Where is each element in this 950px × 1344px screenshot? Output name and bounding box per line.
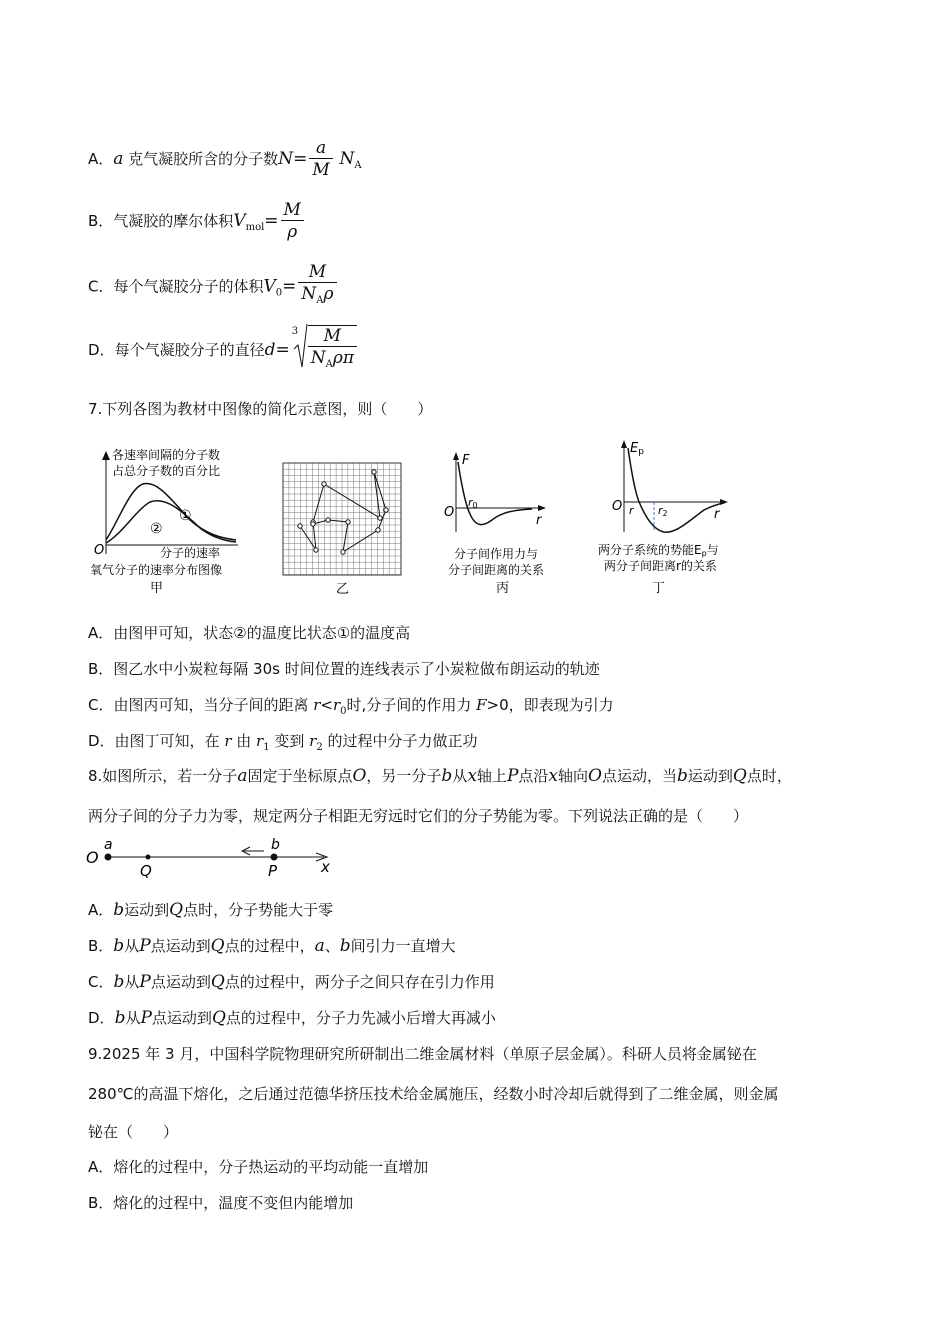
fraction: $\frac{M}{N_A\rho}$ <box>298 262 336 312</box>
figure-tag: 甲 <box>150 581 164 596</box>
x-label: x <box>321 858 330 876</box>
q-label: Q <box>140 862 152 880</box>
axis-arrow-icon <box>102 451 110 460</box>
r2-label: r2 <box>658 504 668 518</box>
xlabel: r <box>714 507 720 522</box>
origin-label: O <box>444 505 455 520</box>
q8-option-c: C．b从P点运动到Q点的过程中，两分子之间只存在引力作用 <box>88 972 495 992</box>
position-marker <box>376 528 380 532</box>
q7-option-d: D．由图丁可知，在 r 由 $r_1$ 变到 $r_2$ 的过程中分子力做正功 <box>88 732 478 753</box>
point-q <box>146 855 151 860</box>
figure-yi-brownian-motion <box>282 462 404 598</box>
caption: 氧气分子的速率分布图像 <box>90 563 223 577</box>
q9-option-a: A．熔化的过程中，分子热运动的平均动能一直增加 <box>88 1158 429 1176</box>
figure-tag: 丙 <box>496 581 510 596</box>
force-curve <box>458 462 532 525</box>
q9-stem-line2: 280℃的高温下熔化，之后通过范德华挤压技术给金属施压，经数小时冷却后就得到了二维金属，则金属 <box>88 1085 779 1103</box>
caption-line1: 分子间作用力与 <box>454 547 539 561</box>
ylabel-line2: 占总分子数的百分比 <box>112 464 221 478</box>
q7-stem: 7.下列各图为教材中图像的简化示意图，则（ ） <box>88 400 433 418</box>
position-marker <box>372 470 376 474</box>
origin-label: O <box>94 543 105 558</box>
ylabel: F <box>462 453 470 468</box>
figure-bing-force-distance <box>440 448 566 598</box>
curve-2 <box>106 501 236 543</box>
figure-ding-potential-energy <box>596 436 746 598</box>
q9-option-b: B．熔化的过程中，温度不变但内能增加 <box>88 1194 354 1212</box>
molecule-b <box>271 854 278 861</box>
position-marker <box>322 482 326 486</box>
fraction: $\frac{M}{\rho}$ <box>281 200 304 243</box>
xlabel: r <box>536 513 542 528</box>
potential-curve <box>628 448 724 532</box>
axis-arrow-icon <box>538 505 546 511</box>
figure-tag: 丁 <box>652 581 666 596</box>
figure-tag: 乙 <box>336 582 350 597</box>
position-marker <box>341 550 345 554</box>
q8-axis-figure <box>84 836 344 880</box>
q7-option-a: A．由图甲可知，状态②的温度比状态①的温度高 <box>88 624 411 642</box>
caption-line2: 分子间距离的关系 <box>448 563 545 577</box>
q8-option-a: A．b运动到Q点时，分子势能大于零 <box>88 900 334 920</box>
q7-option-b: B．图乙水中小炭粒每隔 30s 时间位置的连线表示了小炭粒做布朗运动的轨迹 <box>88 660 600 678</box>
caption-line1: 两分子系统的势能Ep与 <box>598 543 719 558</box>
position-marker <box>314 548 318 552</box>
q8-option-b: B．b从P点运动到Q点的过程中，a、b间引力一直增大 <box>88 936 456 956</box>
q7-option-c: C．由图丙可知，当分子间的距离 $r<r_0$时,分子间的作用力 F>0，即表现为引力 <box>88 696 614 717</box>
ylabel: Ep <box>630 441 644 457</box>
position-marker <box>326 518 330 522</box>
q8-stem-line1: 8.如图所示，若一分子a固定于坐标原点O，另一分子b从x轴上P点沿x轴向O点运动，当b运动到Q点时， <box>88 766 792 786</box>
brownian-trajectory <box>300 472 386 552</box>
curve-2-label: ② <box>150 521 163 537</box>
q9-stem-line1: 9.2025 年 3 月，中国科学院物理研究所研制出二维金属材料（单原子层金属）。科研人员将金属铋在 <box>88 1045 757 1063</box>
curve-1 <box>106 484 236 540</box>
position-marker <box>311 522 315 526</box>
position-marker <box>384 508 388 512</box>
q8-stem-line2: 两分子间的分子力为零，规定两分子相距无穷远时它们的分子势能为零。下列说法正确的是（ ） <box>88 807 749 825</box>
radical-sign-icon <box>294 323 308 369</box>
position-marker <box>346 520 350 524</box>
curve-1-label: ① <box>179 508 192 524</box>
fraction: $\frac{a}{M}$ <box>309 138 332 181</box>
a-label: a <box>104 837 113 853</box>
q6-option-c: C．每个气凝胶分子的体积$V_0=$ $\frac{M}{N_A\rho}$ <box>88 262 339 312</box>
ylabel-line1: 各速率间隔的分子数 <box>112 448 221 462</box>
axis-arrow-icon <box>621 440 627 448</box>
r0-label: r0 <box>468 496 478 510</box>
cube-root: 3 $\frac{M}{N_A\rho\pi}$ <box>290 325 359 376</box>
figure-jia-speed-distribution <box>88 442 248 598</box>
q6-option-a: A．a 克气凝胶所含的分子数N= $\frac{a}{M}$ $N_A$ <box>88 138 362 180</box>
origin-label: O <box>86 848 99 867</box>
p-label: P <box>268 862 278 880</box>
xlabel: 分子的速率 <box>160 546 221 560</box>
q6-option-b: B．气凝胶的摩尔体积$V_{mol}=$ $\frac{M}{\rho}$ <box>88 200 306 243</box>
axis-arrow-icon <box>453 452 459 460</box>
r1-label: r <box>629 504 634 517</box>
origin-label: O <box>612 499 623 514</box>
q8-option-d: D．b从P点运动到Q点的过程中，分子力先减小后增大再减小 <box>88 1008 496 1028</box>
q6-option-d: D．每个气凝胶分子的直径d= 3 $\frac{M}{N_A\rho\pi}$ <box>88 325 359 376</box>
q9-stem-line3: 铋在（ ） <box>88 1123 179 1141</box>
position-marker <box>298 524 302 528</box>
position-marker <box>378 516 382 520</box>
molecule-a <box>105 854 112 861</box>
b-label: b <box>271 837 280 853</box>
caption-line2: 两分子间距离r的关系 <box>604 559 717 573</box>
